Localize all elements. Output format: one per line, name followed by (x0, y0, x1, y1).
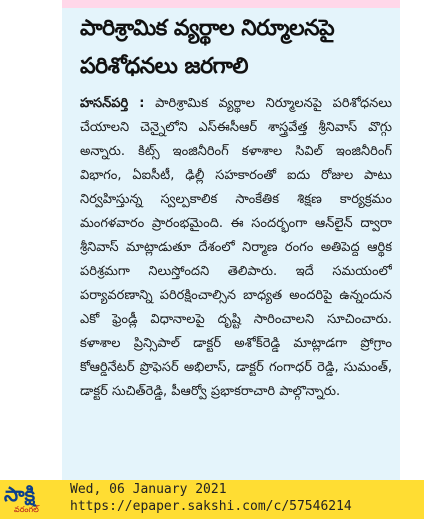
article-headline: పారిశ్రామిక వ్యర్థాల నిర్మూలనపై పరిశోధనలు జరగాలి (80, 16, 335, 79)
article-dateline: హసన్‌పర్తి : (80, 96, 145, 111)
top-color-strip (62, 0, 400, 8)
epaper-footer (0, 480, 424, 519)
sakshi-logo (4, 482, 60, 517)
epaper-url[interactable]: https://epaper.sakshi.com/c/57546214 (70, 499, 352, 514)
logo-edition: వరంగల్ (14, 505, 39, 514)
publication-date: Wed, 06 January 2021 (70, 482, 227, 497)
article-body (80, 92, 392, 480)
logo-text: సాక్షి (4, 482, 36, 506)
article-clipping (62, 0, 400, 480)
article-body-text: పారిశ్రామిక వ్యర్థాల నిర్మూలనపై పరిశోధనలు చేయాలని చెన్నైలోని ఎస్‌ఈసీఆర్ శాస్త్రవేత్త శ్రీనివాస్ వొగ్గు అన్నారు. కిట్స్ ఇంజినీరింగ్ కళాశాల సివిల్ ఇంజినీరింగ్ విభాగం, ఏఐసీటీ, ఢిల్లీ సహకారంతో ఐదు రోజుల పాటు నిర్వహిస్తున్న స్వల్పకాలిక సాంకేతిక శిక్షణ కార్యక్రమం మంగళవారం ప్రారంభమైంది. ఈ సందర్భంగా ఆన్‌లైన్ ద్వారా శ్రీనివాస్ మాట్లాడుతూ దేశంలో నిర్మాణ రంగం అతిపెద్ద ఆర్థిక పరిశ్రమగా నిలుస్తోందని తెలిపారు. ఇదే సమయంలో పర్యావరణాన్ని పరిరక్షించాల్సిన బాధ్యత అందరిపై ఉన్నందున ఎకో ఫ్రెండ్లీ విధానాలపై దృష్టి సారించాలని సూచించారు. కళాశాల ప్రిన్సిపాల్ డాక్టర్ అశోక్‌రెడ్డి మాట్లాడగా ప్రోగ్రాం కోఆర్డినేటర్ ప్రొఫెసర్ అభిలాస్, డాక్టర్ గంగాధర్ రెడ్డి, సుమంత్, డాక్టర్ సుచిత్‌రెడ్డి, పీఆర్వో ప్రభాకరాచారి పాల్గొన్నారు. (80, 96, 392, 399)
